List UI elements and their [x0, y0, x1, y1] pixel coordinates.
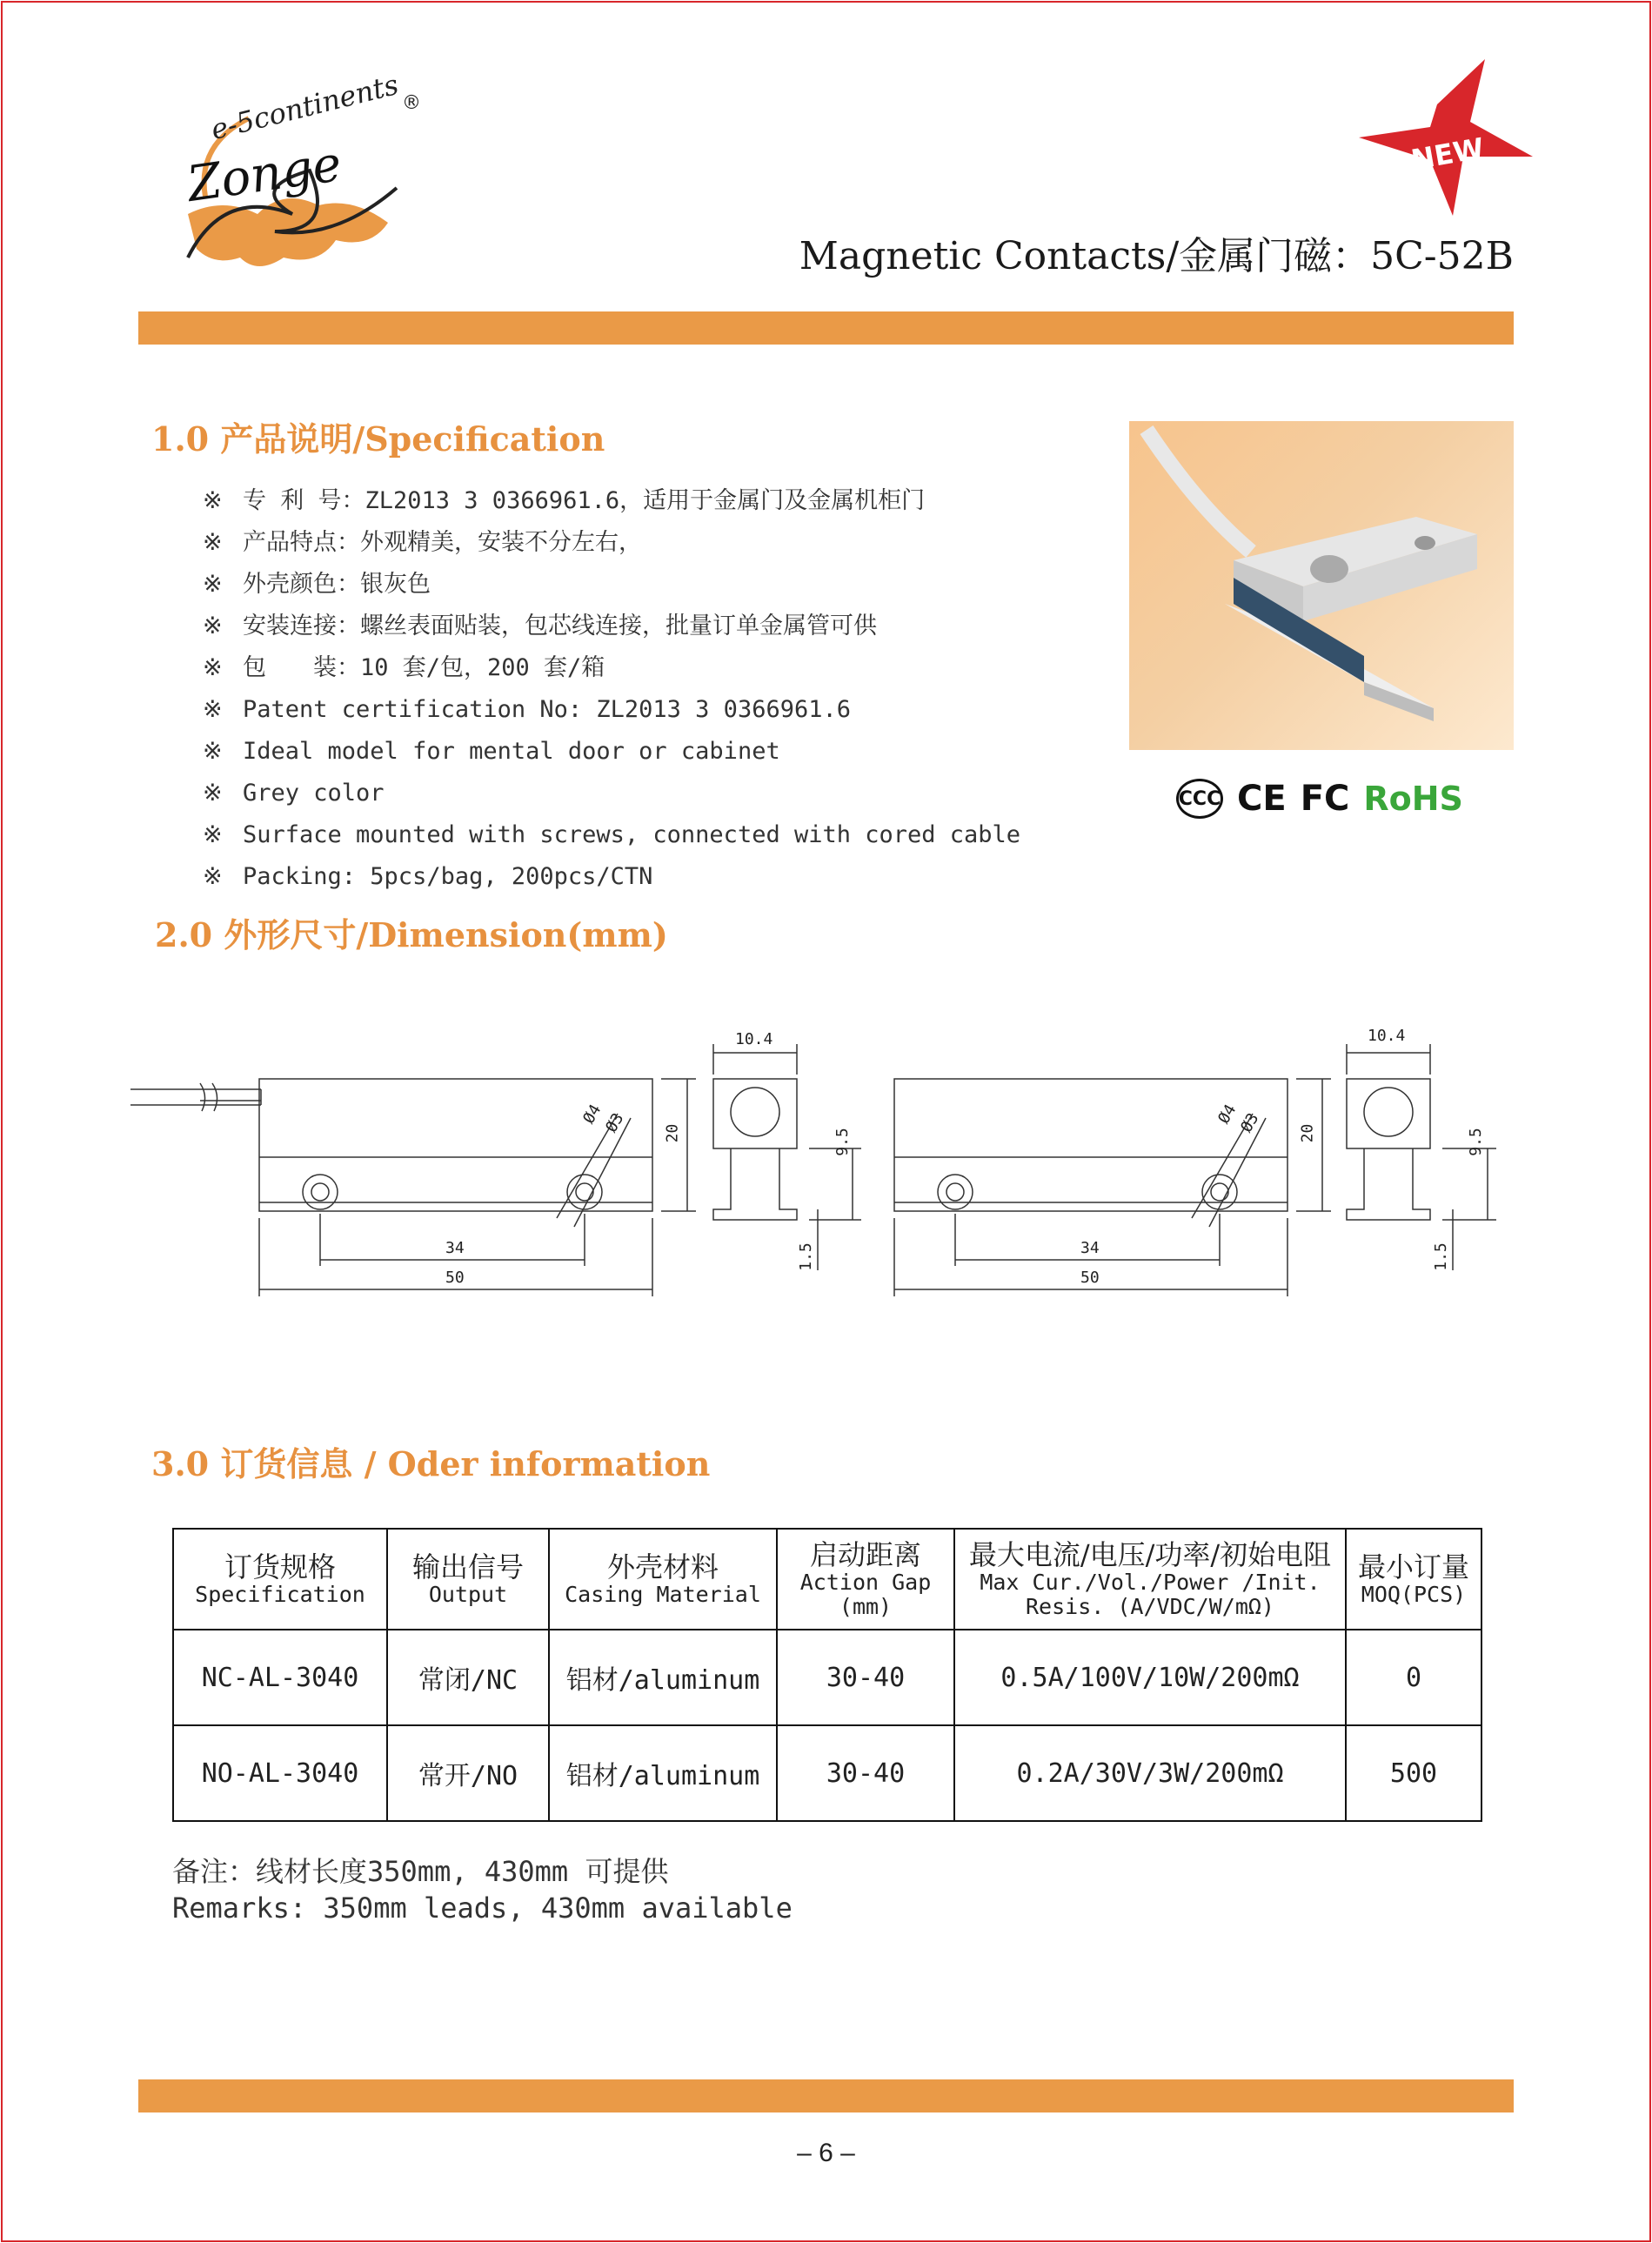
rohs-logo: RoHS [1363, 780, 1463, 818]
table-cell: 常开/NO [387, 1725, 549, 1821]
footer-bar [138, 2079, 1514, 2112]
product-photo [1129, 421, 1514, 750]
table-cell: 0.2A/30V/3W/200mΩ [954, 1725, 1346, 1821]
table-row [173, 1725, 1481, 1821]
page-number: – 6 – [797, 2139, 855, 2167]
remarks [172, 1853, 793, 1926]
star-icon [1350, 52, 1542, 218]
dim-label: Ø4 [1214, 1101, 1241, 1128]
section-heading-specification: 1.0 产品说明/Specification [151, 419, 605, 459]
table-cell: 铝材/aluminum [549, 1630, 777, 1725]
dim-label: 1.5 [796, 1242, 815, 1271]
table-row [173, 1630, 1481, 1725]
column-header: 启动距离 Action Gap (mm) [777, 1529, 954, 1630]
list-item: ※ Surface mounted with screws, connected with cored cable [203, 821, 1021, 848]
brand-arc-text: e-5continents [207, 67, 402, 147]
list-item: ※ 产品特点：外观精美，安装不分左右， [203, 529, 642, 556]
table-cell: NO-AL-3040 [173, 1725, 387, 1821]
column-header: 输出信号 Output [387, 1529, 549, 1630]
column-header: 最小订量 MOQ(PCS) [1346, 1529, 1481, 1630]
dim-label: 9.5 [833, 1128, 852, 1156]
list-item: ※ Grey color [203, 780, 385, 807]
table-cell: 常闭/NC [387, 1630, 549, 1725]
dim-label: 20 [1298, 1123, 1317, 1143]
list-item: ※ 外壳颜色：银灰色 [203, 571, 431, 598]
table-cell: NC-AL-3040 [173, 1630, 387, 1725]
remarks-cn: 备注：线材长度350mm, 430mm 可提供 [172, 1855, 669, 1888]
ce-logo: CE [1237, 779, 1287, 819]
list-item: ※ 包 装：10 套/包，200 套/箱 [203, 654, 605, 681]
section-heading-dimension: 2.0 外形尺寸/Dimension(mm) [155, 915, 668, 954]
new-badge [1350, 52, 1542, 218]
spec-list [203, 480, 1020, 898]
dim-label: Ø3 [1237, 1109, 1263, 1136]
dim-label: 34 [1080, 1239, 1100, 1257]
table-cell: 500 [1346, 1725, 1481, 1821]
dim-label: 10.4 [735, 1030, 773, 1048]
list-item: ※ Patent certification No: ZL2013 3 0366961.6 [203, 696, 851, 723]
ccc-logo: CCC [1176, 779, 1223, 819]
page-title: Magnetic Contacts/金属门磁：5C-52B [799, 234, 1514, 278]
table-cell: 0.5A/100V/10W/200mΩ [954, 1630, 1346, 1725]
table-cell: 0 [1346, 1630, 1481, 1725]
order-table [172, 1528, 1482, 1822]
dim-label: 1.5 [1431, 1242, 1450, 1271]
table-header-row [173, 1529, 1481, 1630]
new-label: NEW [1408, 131, 1487, 177]
list-item: ※ 安装连接：螺丝表面贴装，包芯线连接，批量订单金属管可供 [203, 613, 877, 639]
list-item: ※ Packing: 5pcs/bag, 200pcs/CTN [203, 863, 653, 890]
table-cell: 30-40 [777, 1725, 954, 1821]
column-header: 订货规格 Specification [173, 1529, 387, 1630]
list-item: ※ Ideal model for mental door or cabinet [203, 738, 780, 765]
remarks-en: Remarks: 350mm leads, 430mm available [172, 1891, 793, 1925]
section-heading-order: 3.0 订货信息 / Oder information [151, 1444, 711, 1483]
brand-script: Zonge [184, 135, 345, 214]
dim-label: Ø4 [579, 1101, 605, 1128]
dim-label: 9.5 [1466, 1128, 1485, 1156]
registered-mark: ® [402, 92, 421, 114]
fc-logo: FC [1300, 779, 1350, 819]
dimension-drawing [122, 1018, 1548, 1314]
dim-label: Ø3 [602, 1109, 628, 1136]
table-cell: 铝材/aluminum [549, 1725, 777, 1821]
dim-label: 50 [445, 1269, 465, 1287]
list-item: ※ 专 利 号：ZL2013 3 0366961.6，适用于金属门及金属机柜门 [203, 487, 926, 514]
dim-label: 50 [1080, 1269, 1100, 1287]
column-header: 外壳材料 Casing Material [549, 1529, 777, 1630]
dim-label: 10.4 [1368, 1027, 1406, 1045]
dim-label: 20 [663, 1123, 682, 1143]
certification-logos [1176, 774, 1463, 823]
column-header: 最大电流/电压/功率/初始电阻 Max Cur./Vol./Power /Init. Resis. (A/VDC/W/mΩ) [954, 1529, 1346, 1630]
table-cell: 30-40 [777, 1630, 954, 1725]
header-bar [138, 311, 1514, 345]
dim-label: 34 [445, 1239, 465, 1257]
